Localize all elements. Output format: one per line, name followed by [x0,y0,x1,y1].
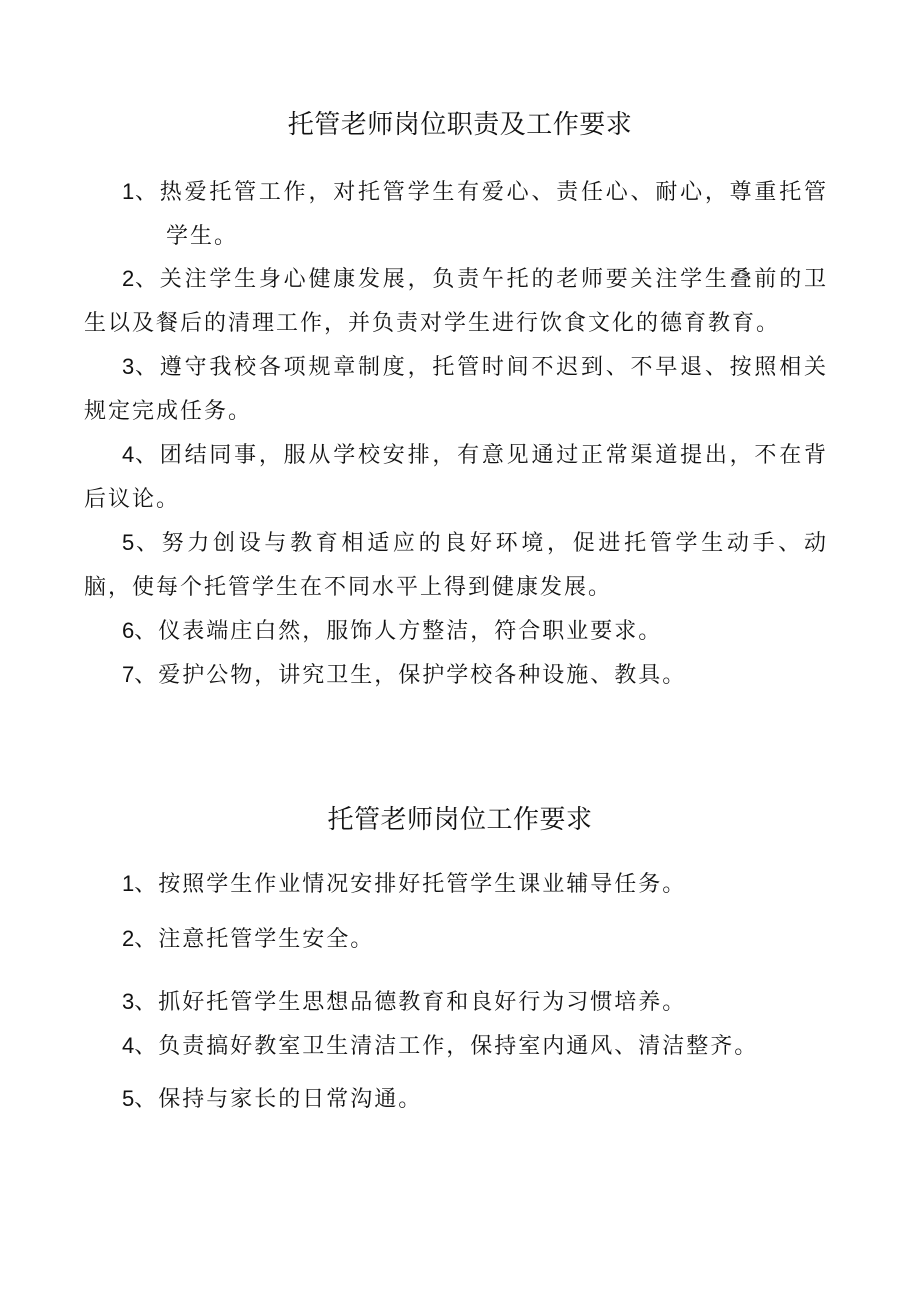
section-2-item-3 [122,980,842,1025]
item-number: 6 [122,618,135,643]
item-number: 2 [122,926,135,951]
item-text: 、爱护公物，讲究卫生，保护学校各种设施、教具。 [134,663,687,688]
item-number: 1 [122,179,135,204]
item-number: 7 [122,662,135,687]
section-1-title: 托管老师岗位职责及工作要求 [287,110,633,140]
item-text: 、保持与家长的日常沟通。 [134,1087,423,1112]
section-2-item-1 [122,862,842,907]
item-number: 2 [122,266,135,291]
section-1-item-5 [84,521,828,610]
item-number: 5 [122,530,135,555]
item-text: 、热爱托管工作，对托管学生有爱心、责任心、耐心，尊重托管学生。 [134,180,828,249]
section-1-item-3 [84,345,828,434]
item-text: 、仪表端庄白然，服饰人方整洁，符合职业要求。 [134,619,663,644]
item-number: 3 [122,989,135,1014]
section-1-item-1 [84,170,828,259]
item-text: 、努力创设与教育相适应的良好环境，促进托管学生动手、动脑，使每个托管学生在不同水平上得到健康发展。 [84,531,828,600]
item-text: 、团结同事，服从学校安排，有意见通过正常渠道提出，不在背后议论。 [84,443,828,512]
item-text: 、按照学生作业情况安排好托管学生课业辅导任务。 [134,872,687,897]
section-2-item-5 [122,1077,842,1122]
section-1-item-2 [84,257,828,346]
item-text: 、遵守我校各项规章制度，托管时间不迟到、不早退、按照相关规定完成任务。 [84,355,828,424]
item-number: 1 [122,871,135,896]
section-1-item-6 [84,609,828,654]
section-1-item-7 [84,653,828,698]
item-number: 4 [122,1033,135,1058]
section-2-item-4 [122,1024,842,1069]
item-number: 3 [122,354,135,379]
item-text: 、注意托管学生安全。 [134,927,375,952]
section-2-item-2 [122,917,842,962]
section-2-title: 托管老师岗位工作要求 [327,805,593,835]
item-number: 5 [122,1086,135,1111]
item-text: 、负责搞好教室卫生清洁工作，保持室内通风、清洁整齐。 [134,1034,759,1059]
item-text: 、关注学生身心健康发展，负责午托的老师要关注学生叠前的卫生以及餐后的清理工作，并负责对学生进行饮食文化的德育教育。 [84,267,828,336]
item-text: 、抓好托管学生思想品德教育和良好行为习惯培养。 [134,990,687,1015]
item-number: 4 [122,442,135,467]
section-1-item-4 [84,433,828,522]
